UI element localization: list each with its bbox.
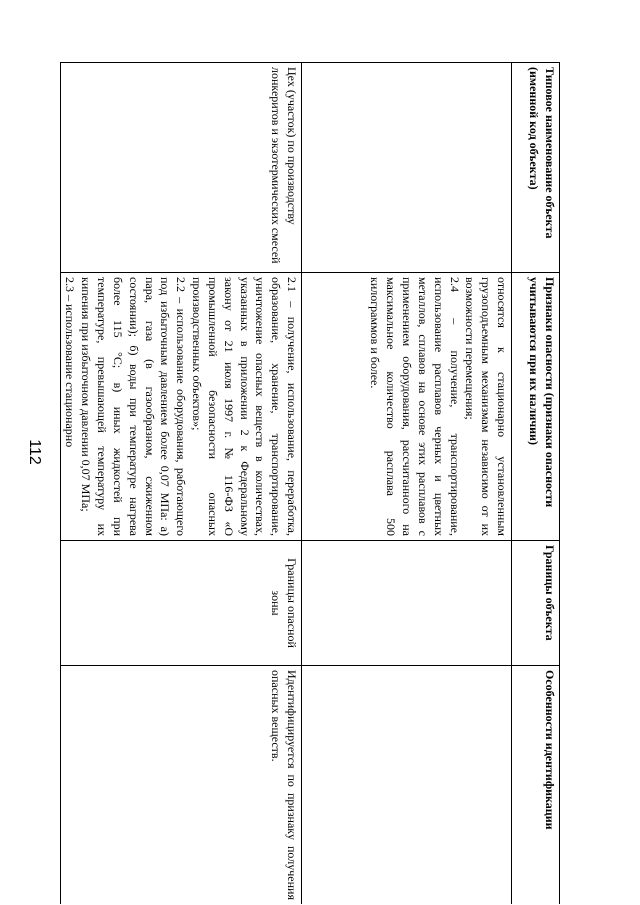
hazard-sign-item: 2.2 – использование оборудования, работающего под избыточным давлением более 0,07 МПа: а) пара, газа (в газообразном, сжиженном состоянии); б) воды при температуре нагрева более 115 °С; в) иных жидкостей при температуре, превышающей температуру их кипения при избыточном давлении 0,07 МПа;: [79, 277, 189, 536]
rotated-page-area: [60, 62, 560, 904]
header-hazard-signs: Признаки опасности (признаки опасности учитываются при их наличии): [512, 273, 560, 541]
hazard-sign-item: 2.3 – использование стационарно: [63, 277, 78, 448]
table-row: [302, 63, 512, 905]
hazard-sign-item: 2.1 – получение, использование, переработка, образование, хранение, транспортирование, уничтожение опасных веществ в количествах, указанных в приложении 2 к Федеральному закону от 21 июля 1997 г. № 116-ФЗ «О промышленной безопасности опасных производственных объектов»;: [190, 277, 299, 536]
cell-object-name: [302, 63, 512, 273]
cell-identification-features: [302, 666, 512, 905]
table-row: [60, 63, 301, 905]
header-identification-features: Особенности идентификации: [512, 666, 560, 905]
cell-boundaries: Границы опасной зоны: [60, 541, 301, 666]
landscape-table-container: [60, 62, 560, 904]
page-number: 112: [26, 439, 43, 465]
header-boundaries: Границы объекта: [512, 541, 560, 666]
cell-boundaries: [302, 541, 512, 666]
cell-object-name: Цех (участок) по производству лонкеритов и экзотермических смесей: [60, 63, 301, 273]
cell-hazard-signs: [60, 273, 301, 541]
hazard-sign-item: 2.4 – получение, транспортирование, использование расплавов черных и цветных металлов, сплавов на основе этих расплавов с применением оборудования, рассчитанного на максимальное количество расплава 500 килограммов и более.: [368, 277, 462, 536]
hazard-sign-item: относятся к стационарно установленным грузоподъемным механизмам независимо от их возможности перемещения;: [463, 277, 509, 536]
header-object-name: Типовое наименование объекта (именной код объекта): [512, 63, 560, 273]
cell-hazard-signs: [302, 273, 512, 541]
cell-identification-features: Идентифицируется по признаку получения опасных веществ.: [60, 666, 301, 905]
table-header-row: [512, 63, 560, 905]
identification-table: [60, 62, 560, 904]
